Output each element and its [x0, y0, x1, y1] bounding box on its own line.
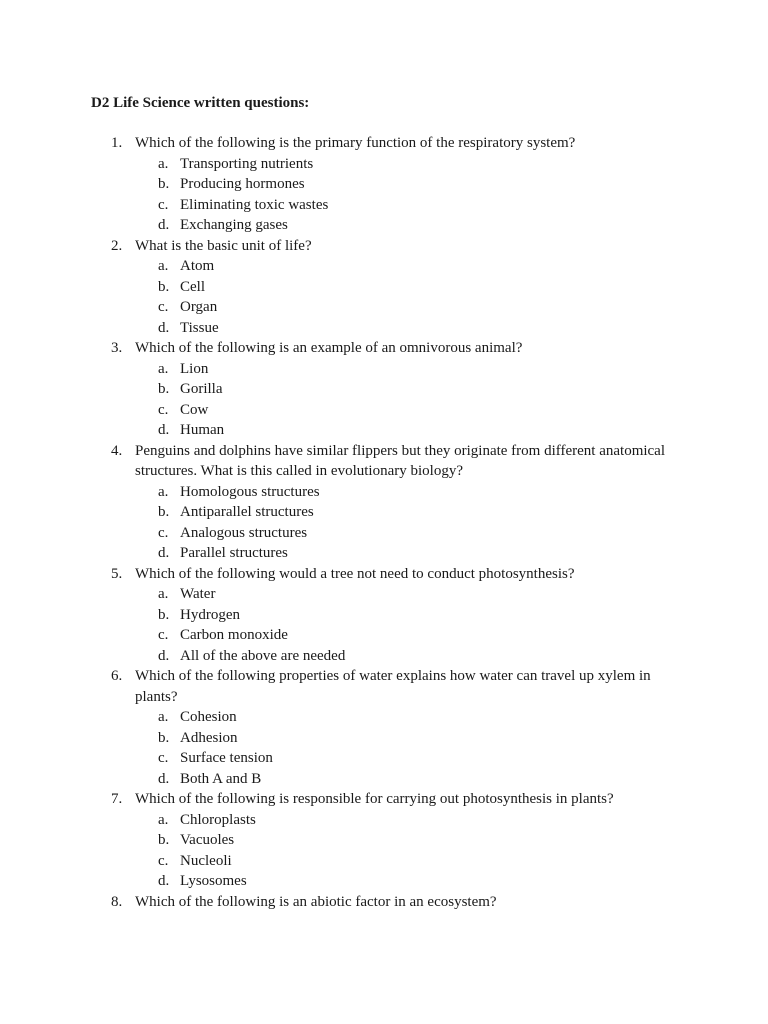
option-letter: d. — [158, 647, 170, 664]
answer-option — [0, 769, 768, 790]
question-number: 8. — [111, 893, 123, 910]
option-letter: a. — [158, 258, 169, 274]
answer-option — [0, 543, 768, 564]
answer-option — [0, 482, 768, 503]
option-text: Carbon monoxide — [180, 627, 288, 643]
option-letter: b. — [158, 606, 170, 623]
question-item — [0, 564, 768, 667]
option-text: Gorilla — [180, 381, 223, 397]
option-text: Eliminating toxic wastes — [180, 196, 329, 213]
option-text: Hydrogen — [180, 606, 240, 623]
question-number: 2. — [111, 237, 123, 254]
option-text: Adhesion — [180, 729, 238, 746]
document-title: D2 Life Science written questions: — [91, 95, 310, 111]
option-text: Vacuoles — [180, 832, 235, 848]
option-text: Producing hormones — [180, 176, 305, 192]
answer-option — [0, 810, 768, 831]
option-text: Transporting nutrients — [180, 155, 314, 172]
question-text: What is the basic unit of life? — [135, 237, 312, 254]
option-letter: a. — [158, 709, 169, 725]
answer-option — [0, 871, 768, 892]
question-text: Which of the following is an abiotic factor in an ecosystem? — [135, 893, 497, 910]
option-text: Homologous structures — [180, 483, 320, 500]
answer-option — [0, 420, 768, 441]
answer-option — [0, 830, 768, 851]
answer-option — [0, 318, 768, 339]
option-text: Surface tension — [180, 750, 273, 766]
question-number: 3. — [111, 340, 123, 356]
option-text: All of the above are needed — [180, 647, 346, 664]
question-text: Which of the following is an example of an omnivorous animal? — [135, 340, 523, 356]
answer-option — [0, 748, 768, 769]
question-item — [0, 892, 768, 913]
option-letter: a. — [158, 483, 169, 500]
question-number: 4. — [111, 442, 123, 459]
question-item — [0, 133, 768, 236]
answer-option — [0, 646, 768, 667]
option-letter: b. — [158, 278, 170, 295]
answer-option — [0, 256, 768, 277]
option-letter: b. — [158, 381, 170, 397]
question-item — [0, 666, 768, 789]
answer-option — [0, 584, 768, 605]
answer-option — [0, 154, 768, 175]
option-text: Organ — [180, 299, 218, 315]
answer-option — [0, 523, 768, 544]
answer-option — [0, 359, 768, 380]
question-item — [0, 789, 768, 892]
answer-options — [0, 707, 768, 789]
option-text: Exchanging gases — [180, 217, 288, 233]
answer-option — [0, 174, 768, 195]
option-text: Antiparallel structures — [180, 504, 314, 520]
option-letter: d. — [158, 873, 170, 889]
option-letter: c. — [158, 750, 169, 766]
option-letter: c. — [158, 524, 169, 541]
option-text: Water — [180, 586, 216, 602]
option-text: Lysosomes — [180, 873, 247, 889]
answer-option — [0, 379, 768, 400]
option-text: Analogous structures — [180, 524, 308, 541]
question-number: 1. — [111, 135, 123, 151]
question-number: 7. — [111, 791, 123, 807]
question-item — [0, 441, 768, 564]
question-item — [0, 338, 768, 441]
option-letter: c. — [158, 627, 169, 643]
answer-option — [0, 625, 768, 646]
option-letter: a. — [158, 586, 169, 602]
answer-option — [0, 728, 768, 749]
answer-option — [0, 297, 768, 318]
option-text: Cell — [180, 278, 205, 295]
option-letter: d. — [158, 319, 170, 336]
answer-options — [0, 584, 768, 666]
answer-options — [0, 256, 768, 338]
question-text: Which of the following is the primary function of the respiratory system? — [135, 135, 576, 151]
question-text: Which of the following properties of water explains how water can travel up xylem in plants? — [135, 668, 651, 705]
option-text: Tissue — [180, 319, 219, 336]
option-letter: d. — [158, 545, 170, 561]
answer-options — [0, 810, 768, 892]
answer-option — [0, 215, 768, 236]
option-text: Chloroplasts — [180, 811, 256, 828]
option-letter: b. — [158, 504, 170, 520]
question-list — [0, 133, 768, 912]
option-letter: b. — [158, 832, 170, 848]
answer-option — [0, 605, 768, 626]
option-letter: c. — [158, 852, 169, 869]
option-letter: b. — [158, 729, 170, 746]
option-letter: d. — [158, 217, 170, 233]
option-text: Nucleoli — [180, 852, 232, 869]
answer-option — [0, 195, 768, 216]
answer-option — [0, 277, 768, 298]
option-letter: c. — [158, 299, 169, 315]
question-number: 6. — [111, 668, 123, 684]
option-letter: d. — [158, 770, 170, 787]
option-text: Parallel structures — [180, 545, 288, 561]
question-text: Penguins and dolphins have similar flippers but they originate from different anatomical structures. What is this called in evolutionary biology? — [135, 442, 666, 479]
option-text: Lion — [180, 360, 209, 377]
answer-option — [0, 707, 768, 728]
option-text: Cow — [180, 401, 209, 418]
question-text: Which of the following is responsible for carrying out photosynthesis in plants? — [135, 791, 614, 807]
answer-options — [0, 154, 768, 236]
option-letter: b. — [158, 176, 170, 192]
option-letter: a. — [158, 155, 169, 172]
question-number: 5. — [111, 565, 123, 582]
option-letter: d. — [158, 422, 170, 438]
option-text: Atom — [180, 258, 215, 274]
answer-options — [0, 359, 768, 441]
option-text: Human — [180, 422, 225, 438]
answer-option — [0, 400, 768, 421]
option-letter: a. — [158, 811, 169, 828]
option-letter: a. — [158, 360, 169, 377]
option-text: Both A and B — [180, 770, 262, 787]
option-text: Cohesion — [180, 709, 237, 725]
answer-option — [0, 502, 768, 523]
answer-option — [0, 851, 768, 872]
option-letter: c. — [158, 401, 169, 418]
question-item — [0, 236, 768, 339]
answer-options — [0, 482, 768, 564]
question-text: Which of the following would a tree not need to conduct photosynthesis? — [135, 565, 575, 582]
option-letter: c. — [158, 196, 169, 213]
